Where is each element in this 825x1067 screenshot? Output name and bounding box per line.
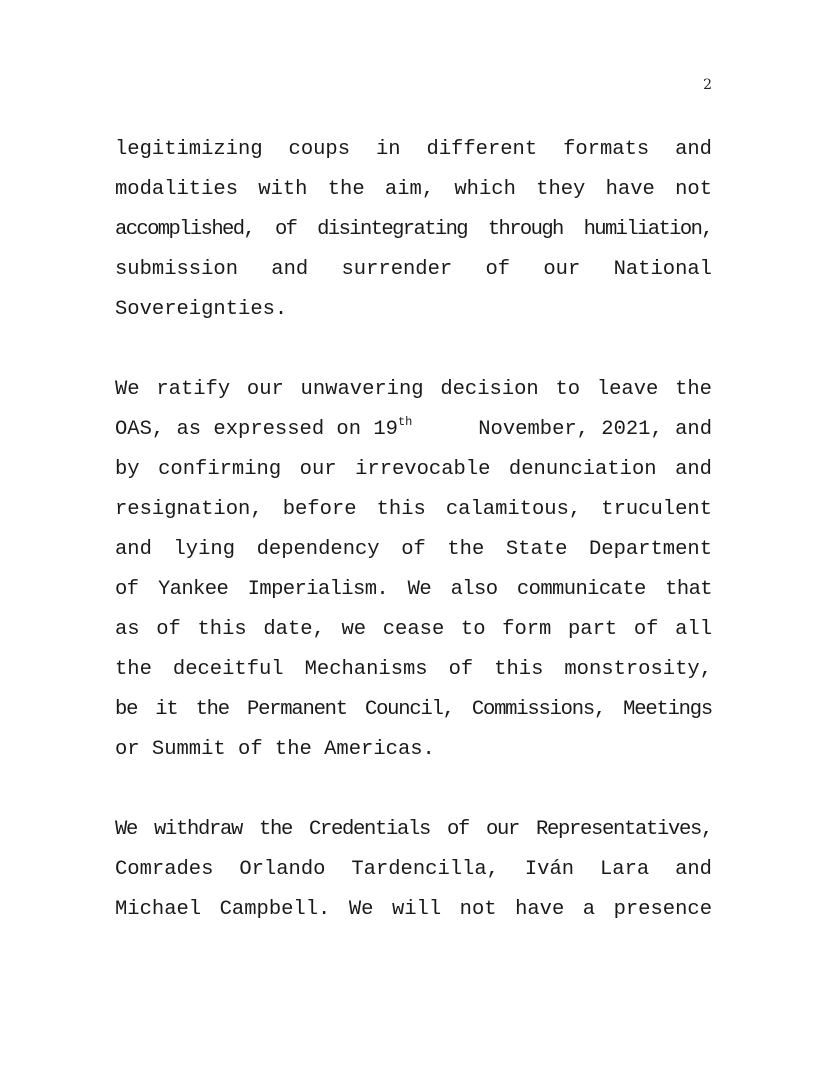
text-line: resignation, before this calamitous, truculent [115, 498, 712, 521]
text-line-with-date [115, 410, 712, 450]
text-line: Michael Campbell. We will not have a presence [115, 898, 712, 921]
text-line: be it the Permanent Council, Commissions, Meetings [115, 698, 712, 721]
text-line: We withdraw the Credentials of our Representatives, [115, 818, 712, 841]
date-prefix: OAS, as expressed on 19th [115, 415, 413, 441]
text-line: modalities with the aim, which they have not [115, 178, 712, 201]
text-line: Sovereignties. [115, 298, 288, 321]
paragraph-1 [115, 130, 712, 330]
paragraph-3 [115, 810, 712, 930]
text-line: legitimizing coups in different formats and [115, 138, 712, 161]
text-line: Comrades Orlando Tardencilla, Iván Lara and [115, 858, 712, 881]
ordinal-suffix: th [397, 415, 413, 429]
text-line: and lying dependency of the State Department [115, 538, 712, 561]
text-line: We ratify our unwavering decision to leave the [115, 378, 712, 401]
text-line: the deceitful Mechanisms of this monstrosity, [115, 658, 712, 681]
text-line: of Yankee Imperialism. We also communicate that [115, 578, 712, 601]
text-line: by confirming our irrevocable denunciation and [115, 458, 712, 481]
text-line: as of this date, we cease to form part of all [115, 618, 712, 641]
page-number: 2 [703, 77, 712, 93]
text-line: submission and surrender of our National [115, 258, 712, 281]
paragraph-2 [115, 370, 712, 770]
document-body [115, 130, 712, 970]
date-suffix: November, 2021, and [465, 418, 712, 441]
text-line: accomplished, of disintegrating through humiliation, [115, 218, 712, 241]
text-line: or Summit of the Americas. [115, 738, 435, 761]
